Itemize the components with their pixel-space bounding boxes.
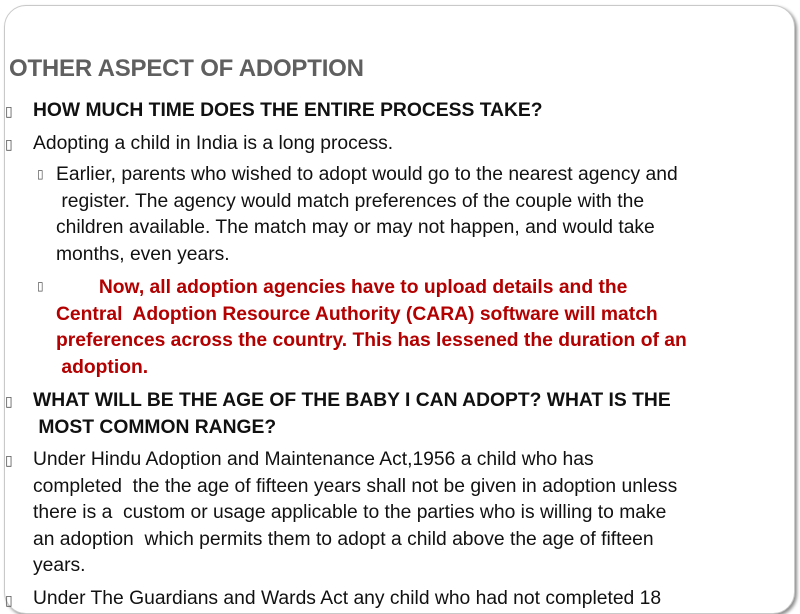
text-line: HOW MUCH TIME DOES THE ENTIRE PROCESS TAKE?: [33, 100, 543, 121]
bullet-icon: ▯: [5, 393, 13, 409]
text-line: adoption.: [56, 356, 149, 378]
bullet-icon: ▯: [5, 592, 13, 608]
sub-bullet-icon: ▯: [37, 279, 44, 293]
text-line: there is a custom or usage applicable to the parties who is willing to make: [33, 502, 667, 523]
text-line: Central Adoption Resource Authority (CARA) software will match: [56, 303, 658, 325]
text-line: an adoption which permits them to adopt a child above the age of fifteen: [33, 528, 654, 550]
text-line: preferences across the country. This has lessened the duration of an: [56, 330, 687, 351]
current-process-text: [56, 275, 687, 381]
guardians-wards-act-text: [33, 586, 661, 613]
text-line: Under Hindu Adoption and Maintenance Act,1956 a child who has: [33, 449, 594, 470]
sub-bullet-icon: ▯: [37, 167, 44, 181]
question-time-heading: [33, 98, 543, 125]
process-length-text: [33, 131, 393, 158]
text-line: children available. The match may or may not happen, and would take: [56, 217, 655, 238]
text-line: WHAT WILL BE THE AGE OF THE BABY I CAN ADOPT? WHAT IS THE: [33, 390, 671, 411]
hindu-adoption-act-text: [33, 447, 677, 580]
text-line: Under The Guardians and Wards Act any child who had not completed 18: [33, 588, 662, 609]
bullet-icon: ▯: [5, 452, 13, 468]
bullet-icon: ▯: [5, 136, 13, 152]
slide-title: OTHER ASPECT OF ADOPTION: [9, 55, 364, 82]
question-age-heading: [33, 388, 671, 441]
earlier-process-text: [56, 162, 678, 268]
text-line: Earlier, parents who wished to adopt would go to the nearest agency and: [56, 164, 678, 185]
bullet-icon: ▯: [5, 103, 13, 119]
text-line: MOST COMMON RANGE?: [33, 416, 277, 438]
text-line: Now, all adoption agencies have to upload details and the: [56, 277, 628, 298]
text-line: completed the the age of fifteen years shall not be given in adoption unless: [33, 475, 678, 497]
text-line: Adopting a child in India is a long process.: [33, 133, 394, 154]
text-line: years.: [33, 555, 86, 576]
text-line: register. The agency would match preferences of the couple with the: [56, 190, 645, 212]
text-line: months, even years.: [56, 243, 230, 265]
